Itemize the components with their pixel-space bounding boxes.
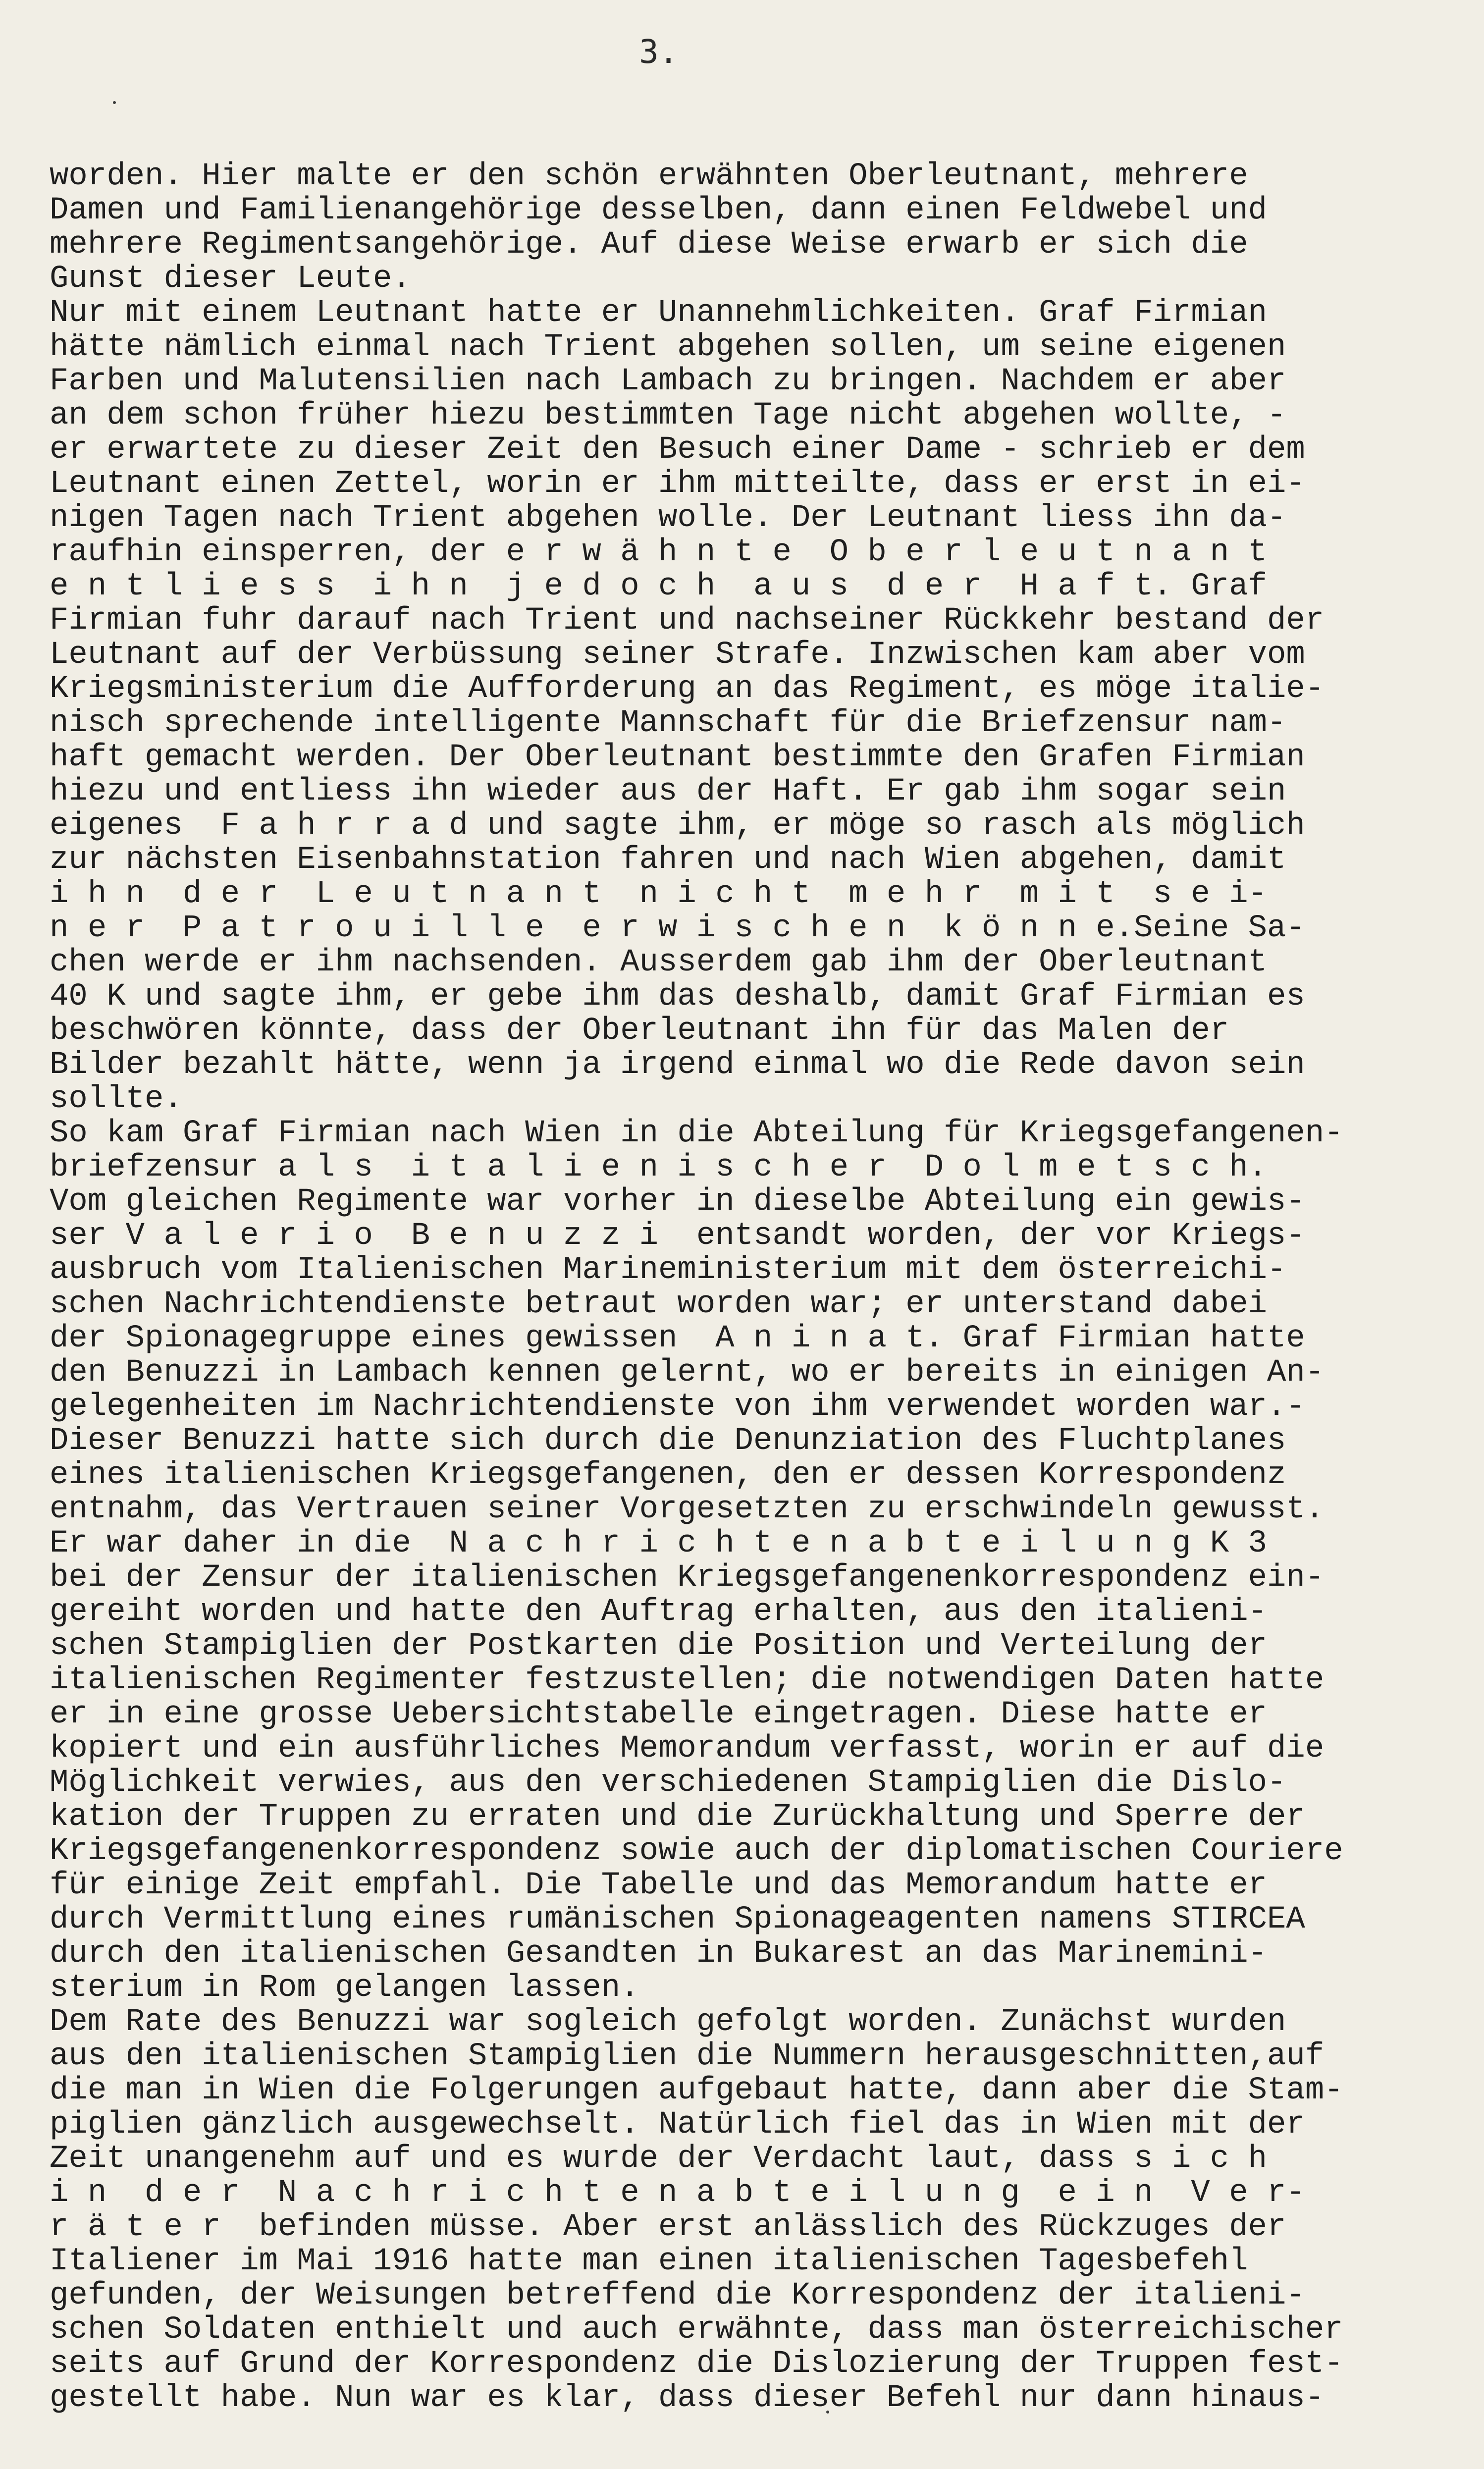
text-line: gefunden, der Weisungen betreffend die Korrespondenz der italieni- [50, 2278, 1305, 2313]
text-line: Leutnant einen Zettel, worin er ihm mitteilte, dass er erst in ei- [50, 466, 1305, 502]
text-line: seits auf Grund der Korrespondenz die Dislozierung der Truppen fest- [50, 2346, 1343, 2382]
text-line: hiezu und entliess ihn wieder aus der Haft. Er gab ihm sogar sein [50, 774, 1286, 809]
text-line: bei der Zensur der italienischen Kriegsgefangenenkorrespondenz ein- [50, 1560, 1325, 1596]
text-line: ser V a l e r i o B e n u z z i entsandt worden, der vor Kriegs- [50, 1218, 1305, 1254]
text-line: an dem schon früher hiezu bestimmten Tage nicht abgehen wollte, - [50, 398, 1286, 433]
text-line: eigenes F a h r r a d und sagte ihm, er möge so rasch als möglich [50, 808, 1305, 844]
page-number: 3. [639, 33, 679, 71]
text-line: Nur mit einem Leutnant hatte er Unannehmlichkeiten. Graf Firmian [50, 295, 1267, 331]
text-line: sterium in Rom gelangen lassen. [50, 1970, 639, 2006]
text-line: Dieser Benuzzi hatte sich durch die Denunziation des Fluchtplanes [50, 1423, 1286, 1459]
text-line: piglien gänzlich ausgewechselt. Natürlich fiel das in Wien mit der [50, 2107, 1305, 2143]
text-line: Italiener im Mai 1916 hatte man einen italienischen Tagesbefehl [50, 2244, 1248, 2279]
text-line: aus den italienischen Stampiglien die Nummern herausgeschnitten,auf [50, 2039, 1325, 2074]
text-line: der Spionagegruppe eines gewissen A n i n a t. Graf Firmian hatte [50, 1321, 1305, 1356]
text-line: durch den italienischen Gesandten in Bukarest an das Marinemini- [50, 1936, 1267, 1972]
text-line: hätte nämlich einmal nach Trient abgehen sollen, um seine eigenen [50, 329, 1286, 365]
text-line: So kam Graf Firmian nach Wien in die Abteilung für Kriegsgefangenen- [50, 1116, 1343, 1151]
text-line: i h n d e r L e u t n a n t n i c h t m e h r m i t s e i- [50, 876, 1267, 912]
text-line: kation der Truppen zu erraten und die Zurückhaltung und Sperre der [50, 1799, 1305, 1835]
text-line: nigen Tagen nach Trient abgehen wolle. Der Leutnant liess ihn da- [50, 500, 1286, 536]
text-line: i n d e r N a c h r i c h t e n a b t e i l u n g e i n V e r- [50, 2175, 1305, 2211]
text-line: e n t l i e s s i h n j e d o c h a u s d e r H a f t. Graf [50, 569, 1267, 604]
text-line: Zeit unangenehm auf und es wurde der Verdacht laut, dass s i c h [50, 2141, 1267, 2177]
text-line: worden. Hier malte er den schön erwähnten Oberleutnant, mehrere [50, 159, 1248, 194]
text-line: n e r P a t r o u i l l e e r w i s c h e n k ö n n e.Seine Sa- [50, 911, 1305, 946]
text-line: r ä t e r befinden müsse. Aber erst anlässlich des Rückzuges der [50, 2209, 1286, 2245]
text-line: durch Vermittlung eines rumänischen Spionageagenten namens STIRCEA [50, 1902, 1305, 1937]
text-line: italienischen Regimenter festzustellen; die notwendigen Daten hatte [50, 1663, 1325, 1698]
text-line: für einige Zeit empfahl. Die Tabelle und das Memorandum hatte er [50, 1868, 1267, 1903]
text-line: chen werde er ihm nachsenden. Ausserdem gab ihm der Oberleutnant [50, 945, 1267, 980]
text-line: er erwartete zu dieser Zeit den Besuch einer Dame - schrieb er dem [50, 432, 1305, 468]
text-line: Bilder bezahlt hätte, wenn ja irgend einmal wo die Rede davon sein [50, 1047, 1305, 1083]
text-line: nisch sprechende intelligente Mannschaft für die Briefzensur nam- [50, 705, 1286, 741]
text-line: kopiert und ein ausführliches Memorandum verfasst, worin er auf die [50, 1731, 1325, 1767]
text-line: Leutnant auf der Verbüssung seiner Strafe. Inzwischen kam aber vom [50, 637, 1305, 673]
text-line: Firmian fuhr darauf nach Trient und nachseiner Rückkehr bestand der [50, 603, 1325, 639]
text-line: gelegenheiten im Nachrichtendienste von ihm verwendet worden war.- [50, 1389, 1305, 1425]
text-line: 40 K und sagte ihm, er gebe ihm das deshalb, damit Graf Firmian es [50, 979, 1305, 1015]
text-line: haft gemacht werden. Der Oberleutnant bestimmte den Grafen Firmian [50, 740, 1305, 775]
text-line: schen Nachrichtendienste betraut worden war; er unterstand dabei [50, 1287, 1267, 1322]
text-line: die man in Wien die Folgerungen aufgebaut hatte, dann aber die Stam- [50, 2073, 1343, 2108]
text-line: sollte. [50, 1081, 183, 1117]
text-line: schen Stampiglien der Postkarten die Position und Verteilung der [50, 1628, 1267, 1664]
text-line: beschwören könnte, dass der Oberleutnant ihn für das Malen der [50, 1013, 1229, 1049]
text-line: schen Soldaten enthielt und auch erwähnte, dass man österreichischer [50, 2312, 1343, 2348]
text-line: gereiht worden und hatte den Auftrag erhalten, aus den italieni- [50, 1594, 1267, 1630]
text-line: den Benuzzi in Lambach kennen gelernt, wo er bereits in einigen An- [50, 1355, 1325, 1391]
text-line: Gunst dieser Leute. [50, 261, 411, 297]
body-text [50, 160, 1436, 2415]
text-line: Kriegsgefangenenkorrespondenz sowie auch der diplomatischen Couriere [50, 1833, 1343, 1869]
text-line: Vom gleichen Regimente war vorher in dieselbe Abteilung ein gewis- [50, 1184, 1305, 1220]
text-line: er in eine grosse Uebersichtstabelle eingetragen. Diese hatte er [50, 1697, 1267, 1732]
text-line: eines italienischen Kriegsgefangenen, den er dessen Korrespondenz [50, 1457, 1286, 1493]
text-line: Dem Rate des Benuzzi war sogleich gefolgt worden. Zunächst wurden [50, 2004, 1286, 2040]
text-line: Möglichkeit verwies, aus den verschiedenen Stampiglien die Dislo- [50, 1765, 1286, 1801]
text-line: Farben und Malutensilien nach Lambach zu bringen. Nachdem er aber [50, 364, 1286, 399]
text-line: raufhin einsperren, der e r w ä h n t e O b e r l e u t n a n t [50, 535, 1267, 570]
text-line: Kriegsministerium die Aufforderung an das Regiment, es möge italie- [50, 671, 1325, 707]
text-line: briefzensur a l s i t a l i e n i s c h e r D o l m e t s c h. [50, 1150, 1267, 1185]
text-line: Er war daher in die N a c h r i c h t e n a b t e i l u n g K 3 [50, 1526, 1267, 1561]
text-line: zur nächsten Eisenbahnstation fahren und nach Wien abgehen, damit [50, 842, 1286, 878]
text-line: entnahm, das Vertrauen seiner Vorgesetzten zu erschwindeln gewusst. [50, 1492, 1325, 1527]
text-line: Damen und Familienangehörige desselben, dann einen Feldwebel und [50, 193, 1267, 228]
paper-speck [113, 101, 116, 104]
text-line: mehrere Regimentsangehörige. Auf diese Weise erwarb er sich die [50, 227, 1248, 263]
text-line: gestellt habe. Nun war es klar, dass dieser Befehl nur dann hinaus- [50, 2380, 1325, 2416]
text-line: ausbruch vom Italienischen Marineministerium mit dem österreichi- [50, 1252, 1286, 1288]
